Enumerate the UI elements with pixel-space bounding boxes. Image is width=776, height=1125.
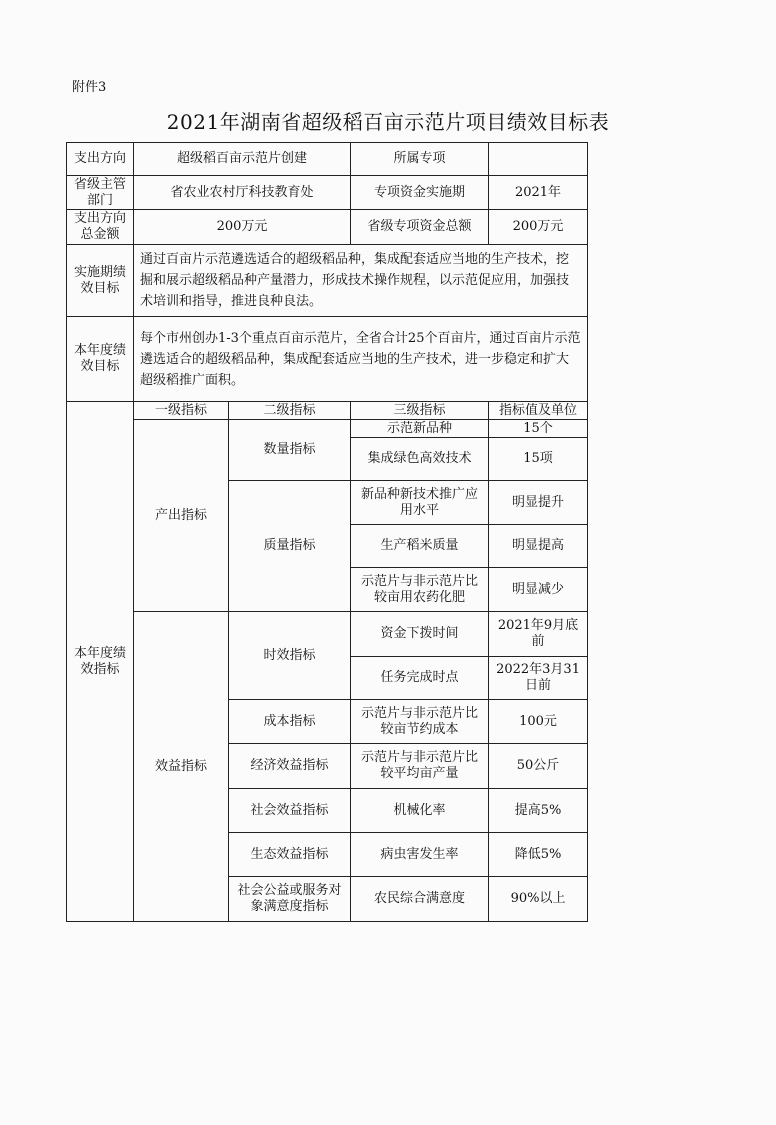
total-value: 200万元 [134, 210, 351, 245]
level2-economic: 经济效益指标 [229, 744, 351, 789]
page-title: 2021年湖南省超级稻百亩示范片项目绩效目标表 [166, 110, 610, 134]
level2-ecological: 生态效益指标 [229, 833, 351, 877]
table-row [67, 420, 588, 438]
indicator-value: 降低5% [489, 833, 588, 877]
direction-value: 超级稻百亩示范片创建 [134, 143, 351, 176]
indicator-value: 90%以上 [489, 877, 588, 922]
header-value: 指标值及单位 [489, 402, 588, 420]
table-row [67, 612, 588, 657]
indicator-value: 2021年9月底前 [489, 612, 588, 657]
level2-social: 社会效益指标 [229, 789, 351, 833]
header-level2: 二级指标 [229, 402, 351, 420]
performance-table [66, 142, 588, 922]
indicator-name: 示范片与非示范片比较亩节约成本 [351, 700, 489, 744]
indicator-name: 资金下拨时间 [351, 612, 489, 657]
indicator-name: 生产稻米质量 [351, 525, 489, 568]
total-label: 支出方向总金额 [67, 210, 134, 245]
level1-benefit: 效益指标 [134, 612, 229, 922]
header-level3: 三级指标 [351, 402, 489, 420]
special-value [489, 143, 588, 176]
table-row [67, 245, 588, 317]
level2-timeliness: 时效指标 [229, 612, 351, 700]
dept-label: 省级主管部门 [67, 176, 134, 210]
indicator-value: 2022年3月31日前 [489, 657, 588, 700]
indicator-value: 100元 [489, 700, 588, 744]
indicator-name: 农民综合满意度 [351, 877, 489, 922]
dept-value: 省农业农村厅科技教育处 [134, 176, 351, 210]
table-row [67, 317, 588, 402]
indicator-name: 示范片与非示范片比较亩用农药化肥 [351, 568, 489, 612]
indicator-name: 示范新品种 [351, 420, 489, 438]
period-goal-text: 通过百亩片示范遴选适合的超级稻品种，集成配套适应当地的生产技术，挖掘和展示超级稻品种产量潜力，形成技术操作规程，以示范促应用，加强技术培训和指导，推进良种良法。 [134, 245, 588, 317]
indicator-value: 明显提升 [489, 481, 588, 525]
level2-satisfaction: 社会公益或服务对象满意度指标 [229, 877, 351, 922]
level1-output: 产出指标 [134, 420, 229, 612]
indicator-name: 集成绿色高效技术 [351, 438, 489, 481]
period-value: 2021年 [489, 176, 588, 210]
indicator-header-row [67, 402, 588, 420]
prov-total-label: 省级专项资金总额 [351, 210, 489, 245]
attachment-label: 附件3 [72, 80, 107, 95]
table-row [67, 176, 588, 210]
prov-total-value: 200万元 [489, 210, 588, 245]
direction-label: 支出方向 [67, 143, 134, 176]
level2-quantity: 数量指标 [229, 420, 351, 481]
period-label: 专项资金实施期 [351, 176, 489, 210]
indicator-section-label: 本年度绩效指标 [67, 402, 134, 922]
indicator-value: 15个 [489, 420, 588, 438]
year-goal-text: 每个市州创办1-3个重点百亩示范片，全省合计25个百亩片，通过百亩片示范遴选适合的超级稻品种，集成配套适应当地的生产技术，进一步稳定和扩大超级稻推广面积。 [134, 317, 588, 402]
level2-cost: 成本指标 [229, 700, 351, 744]
header-level1: 一级指标 [134, 402, 229, 420]
indicator-name: 示范片与非示范片比较平均亩产量 [351, 744, 489, 789]
indicator-value: 明显减少 [489, 568, 588, 612]
indicator-value: 明显提高 [489, 525, 588, 568]
indicator-name: 病虫害发生率 [351, 833, 489, 877]
indicator-value: 提高5% [489, 789, 588, 833]
indicator-name: 任务完成时点 [351, 657, 489, 700]
special-label: 所属专项 [351, 143, 489, 176]
period-goal-label: 实施期绩效目标 [67, 245, 134, 317]
indicator-name: 机械化率 [351, 789, 489, 833]
indicator-name: 新品种新技术推广应用水平 [351, 481, 489, 525]
indicator-value: 50公斤 [489, 744, 588, 789]
year-goal-label: 本年度绩效目标 [67, 317, 134, 402]
level2-quality: 质量指标 [229, 481, 351, 612]
indicator-value: 15项 [489, 438, 588, 481]
table-row [67, 210, 588, 245]
table-row [67, 143, 588, 176]
